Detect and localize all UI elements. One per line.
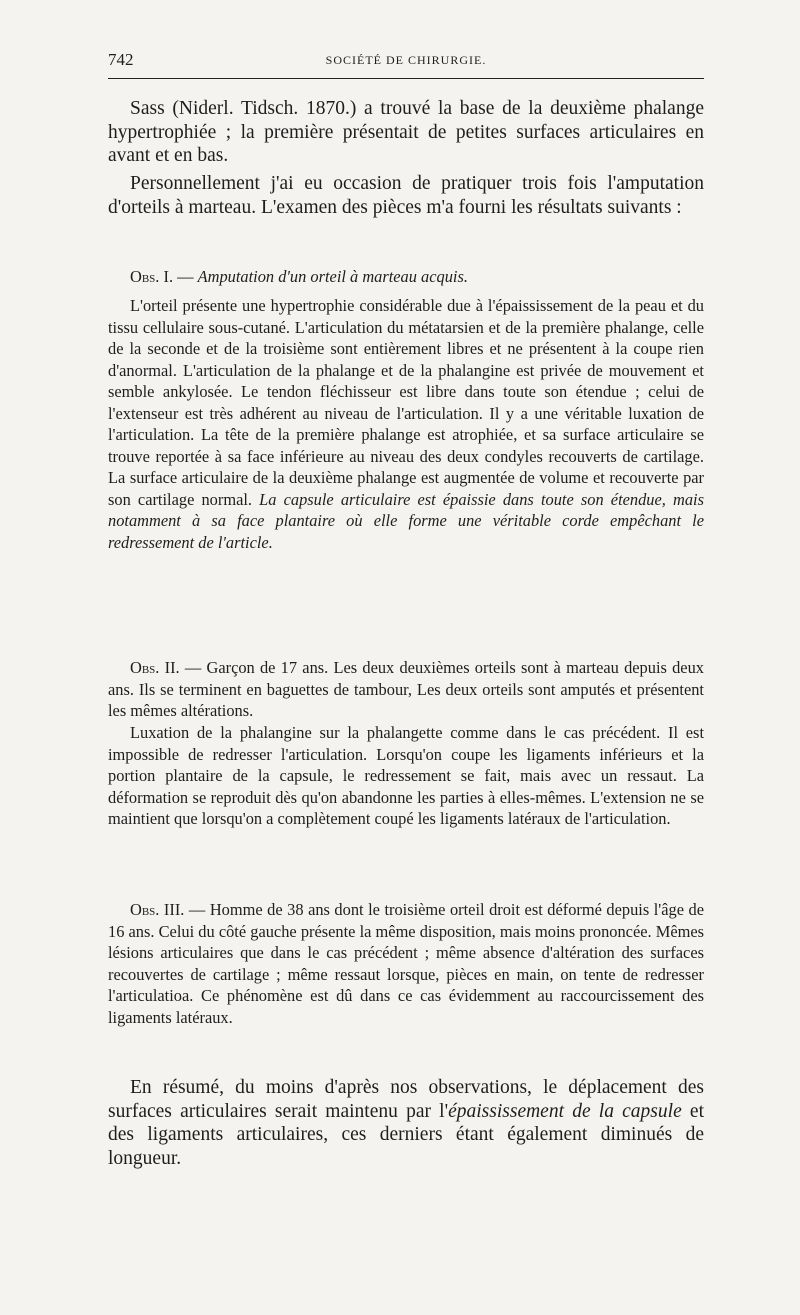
obs2-paragraph-2: Luxation de la phalangine sur la phalangette comme dans le cas précédent. Il est impossible de redresser l'articulation. Lorsqu'on coupe les ligaments inférieurs et la portion plantaire de la capsule, le redressement se fait, mais avec un ressaut. La déformation se reproduit dès qu'on abandonne les parties à elles-mêmes. L'extension ne se maintient que lorsqu'on a complètement coupé les ligaments latéraux de l'articulation. xyxy=(108,723,704,828)
summary-italic: épaississement de la capsule xyxy=(448,1100,682,1122)
obs2-dash: — xyxy=(179,658,207,677)
page-header xyxy=(108,50,704,72)
obs1-body-italic: La capsule articulaire est épaissie dans toute son étendue, mais notamment à sa face plantaire où elle forme une véritable corde empêchant le redressement de l'article. xyxy=(108,489,704,552)
intro-paragraph-1: Sass (Niderl. Tidsch. 1870.) a trouvé la base de la deuxième phalange hypertrophiée ; la première présentait de petites surfaces articulaires en avant et en bas. xyxy=(108,98,704,167)
obs1-title: Amputation d'un orteil à marteau acquis. xyxy=(197,267,468,286)
summary-part-2: et des ligaments articulaires, ces derniers étant également diminués de longueur. xyxy=(108,1100,705,1169)
summary-part-1: En résumé, du moins d'après nos observations, le déplacement des surfaces articulaires serait maintenu par l' xyxy=(108,1077,704,1122)
running-title: SOCIÉTÉ DE CHIRURGIE. xyxy=(325,53,487,67)
obs2-body: Garçon de 17 ans. Les deux deuxièmes orteils sont à marteau depuis deux ans. Ils se terminent en baguettes de tambour, Les deux orteils sont amputés et présentent les mêmes altérations. xyxy=(108,658,704,720)
summary-paragraph xyxy=(108,1076,704,1170)
obs2-label: Obs. II. xyxy=(130,658,180,677)
intro-paragraph-2: Personnellement j'ai eu occasion de pratiquer trois fois l'amputation d'orteils à marteau. L'examen des pièces m'a fourni les résultats suivants : xyxy=(108,173,704,218)
obs1-paragraph xyxy=(108,295,704,553)
obs1-dash: — xyxy=(173,267,198,286)
obs3-paragraph xyxy=(108,899,704,1028)
page-number: 742 xyxy=(108,50,134,69)
obs3-body: Homme de 38 ans dont le troisième orteil droit est déformé depuis l'âge de 16 ans. Celui du côté gauche présente la même disposition, mais moins prononcée. Mêmes lésions articulaires que dans le cas précédent ; même absence d'altération des surfaces recouvertes de cartilage ; même ressaut lorsque, pièces en main, on tente de redresser l'articulatioa. Ce phénomène est dû dans ce cas évidemment au raccourcissement des ligaments latéraux. xyxy=(108,900,704,1027)
obs2-paragraph-1 xyxy=(108,657,704,722)
header-rule xyxy=(108,78,704,79)
obs1-body: L'orteil présente une hypertrophie considérable due à l'épaississement de la peau et du tissu cellulaire sous-cutané. L'articulation du métatarsien et de la première phalange, celle de la seconde et de la troisième sont entièrement libres et ne présentent à la coupe rien d'anormal. L'articulation de la phalange et de la phalangine est privée de mouvement et semble ankylosée. Le tendon fléchisseur est libre dans toute son étendue ; celui de l'extenseur est très adhérent au niveau de l'articulation. Il y a une véritable luxation de l'articulation. La tête de la première phalange est atrophiée, et sa surface articulaire se trouve reportée à sa face inférieure au niveau des deux condyles recouverts de cartilage. La surface articulaire de la deuxième phalange est augmentée de volume et recouverte par son cartilage normal. xyxy=(108,296,704,509)
obs3-dash: — xyxy=(184,900,210,919)
obs1-heading xyxy=(108,266,704,288)
obs1-label: Obs. I. xyxy=(130,267,174,286)
obs3-label: Obs. III. xyxy=(130,900,185,919)
